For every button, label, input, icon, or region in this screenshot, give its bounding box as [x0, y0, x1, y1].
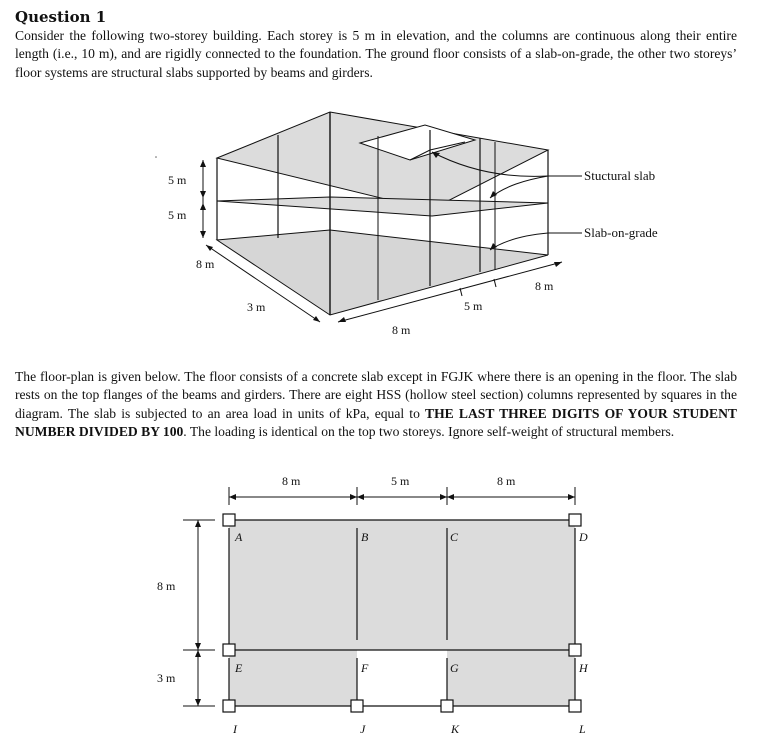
node-label-i: I	[233, 722, 237, 736]
node-label-b: B	[361, 530, 369, 544]
slab-upper	[229, 520, 575, 650]
node-label-h: H	[579, 661, 588, 675]
column-a	[223, 514, 235, 526]
node-label-e: E	[235, 661, 243, 675]
dim-depth-left: 8 m	[196, 257, 215, 271]
slab-lower-left	[229, 650, 357, 706]
column-i	[223, 700, 235, 712]
node-label-k: K	[451, 722, 460, 736]
dim-bay-bottom: 3 m	[157, 671, 176, 685]
node-label-a: A	[235, 530, 243, 544]
node-label-d: D	[579, 530, 588, 544]
dim-span-bc: 5 m	[391, 474, 410, 488]
question-intro: Consider the following two-storey building. Each storey is 5 m in elevation, and the columns are continuous along their entire length (i.e., 10 m), and are rigidly connected to the foundation. The ground floor consists of a slab-on-grade, the other two storeys’ floor systems are structural slabs supported by beams and girders.	[15, 28, 737, 80]
node-label-f: F	[361, 661, 369, 675]
dim-bay-top: 8 m	[157, 579, 176, 593]
label-slab-on-grade: Slab-on-grade	[584, 225, 658, 240]
node-label-l: L	[579, 722, 586, 736]
dim-storey-bottom: 5 m	[168, 208, 187, 222]
column-j	[351, 700, 363, 712]
column-h	[569, 644, 581, 656]
dim-front-8m: 8 m	[392, 323, 411, 337]
question-title: Question 1	[15, 8, 107, 26]
node-label-j: J	[360, 722, 366, 736]
dim-front-5m: 5 m	[464, 299, 483, 313]
slab-lower-right	[447, 650, 575, 706]
dim-span-cd: 8 m	[497, 474, 516, 488]
column-l	[569, 700, 581, 712]
dim-right-8m: 8 m	[535, 279, 554, 293]
dim-front-3m: 3 m	[247, 300, 266, 314]
label-structural-slab: Stuctural slab	[584, 168, 656, 183]
column-k	[441, 700, 453, 712]
node-label-c: C	[450, 530, 459, 544]
floor-plan-text-emphasis: THE LAST THREE DIGITS OF YOUR STUDENT NUMBER DIVIDED BY 100	[15, 405, 738, 440]
column-e	[223, 644, 235, 656]
floor-plan-text-part1: The floor-plan is given below. The floor consists of a concrete slab except in FGJK where there is an opening in the floor. The slab rests on the top flanges of the beams and girders. There are eight HSS (hollow steel section) columns represented by squares in the diagram. The slab is subjected to an area load in units of kPa, equal to	[15, 369, 737, 421]
floor-plan-text-part2: . The loading is identical on the top two storeys. Ignore self-weight of structural members.	[183, 424, 675, 440]
node-label-g: G	[450, 661, 459, 675]
column-d	[569, 514, 581, 526]
dim-storey-top: 5 m	[168, 173, 187, 187]
dim-span-ab: 8 m	[282, 474, 301, 488]
